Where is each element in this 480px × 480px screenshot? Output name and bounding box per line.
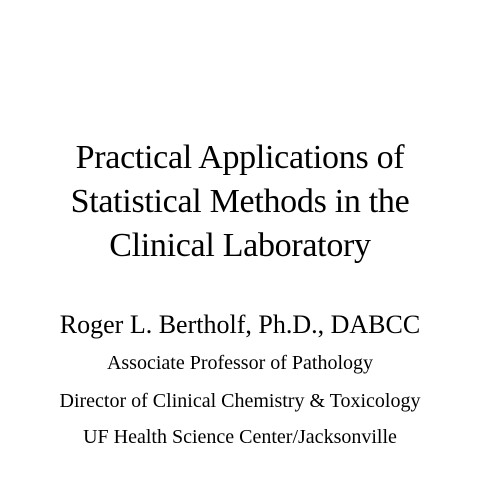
affiliation-institution: UF Health Science Center/Jacksonville (83, 426, 397, 448)
affiliation-director: Director of Clinical Chemistry & Toxicology (59, 390, 421, 412)
affiliation-position: Associate Professor of Pathology (106, 352, 374, 374)
title-line-1: Practical Applications of (75, 139, 405, 176)
author-name: Roger L. Bertholf, Ph.D., DABCC (59, 310, 421, 339)
title-line-2: Statistical Methods in the (70, 183, 410, 220)
slide-title (0, 136, 480, 268)
title-line-3: Clinical Laboratory (109, 227, 371, 264)
